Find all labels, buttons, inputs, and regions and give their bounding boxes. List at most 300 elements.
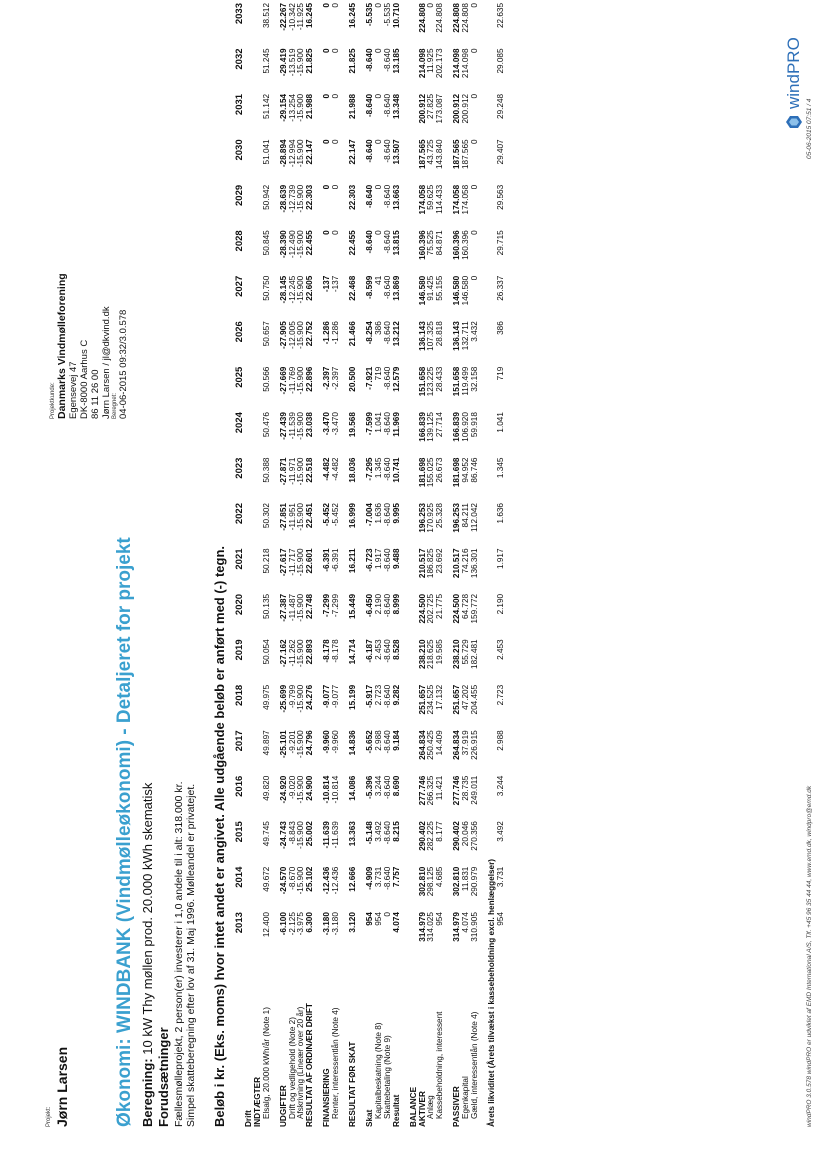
value-cell: 51.041: [261, 139, 271, 165]
value-cell: 12.666: [348, 866, 358, 892]
value-cell: 0: [322, 3, 332, 8]
value-cell: 59.918: [470, 412, 480, 438]
value-cell: 23.692: [435, 548, 445, 574]
calculation-line: [140, 783, 155, 1127]
value-cell: 146.580: [461, 275, 471, 306]
value-cell: -5.535: [382, 3, 392, 27]
value-cell: 214.098: [452, 48, 462, 79]
value-cell: 249.011: [470, 775, 480, 805]
value-cell: 23.038: [305, 412, 315, 438]
value-cell: 251.657: [417, 684, 427, 715]
value-cell: 9.488: [391, 548, 401, 569]
value-cell: -8.640: [382, 93, 392, 118]
value-cell: 22.605: [305, 275, 315, 301]
value-cell: 2.190: [373, 593, 383, 615]
value-cell: 22.455: [305, 230, 315, 256]
value-cell: 29.085: [495, 48, 505, 74]
value-cell: -15.900: [296, 730, 306, 759]
value-cell: [402, 0, 410, 45]
value-cell: 298.125: [426, 866, 436, 897]
value-cell: 214.098: [461, 48, 471, 79]
footer-date: 05-06-2015 07:51 / 4: [806, 98, 813, 159]
value-cell: [402, 909, 410, 954]
value-cell: -8.640: [382, 457, 392, 481]
windpro-logo-icon: [785, 113, 803, 131]
value-cell: -10.814: [331, 775, 341, 804]
value-cell: 3.731: [495, 866, 505, 888]
value-cell: 3.244: [373, 775, 383, 797]
value-cell: -27.905: [278, 321, 288, 349]
value-cell: 20.500: [348, 366, 358, 392]
value-cell: -8.640: [382, 821, 392, 845]
value-cell: -5.917: [364, 684, 374, 709]
value-cell: 21.988: [305, 93, 315, 119]
value-cell: -15.900: [296, 321, 306, 349]
value-cell: 59.625: [426, 184, 436, 210]
row-label: Drift og vedligehold (Note 2): [287, 1017, 297, 1119]
value-cell: 27.714: [435, 412, 445, 438]
value-cell: -1.286: [322, 321, 332, 345]
value-cell: 210.517: [452, 548, 462, 579]
value-cell: 19.568: [348, 412, 358, 438]
value-cell: -15.900: [296, 366, 306, 395]
value-cell: 13.815: [391, 230, 401, 256]
value-cell: 22.303: [305, 184, 315, 210]
value-cell: 50.388: [261, 457, 271, 483]
value-cell: 50.657: [261, 321, 271, 347]
value-cell: -27.669: [278, 366, 288, 395]
value-cell: -24.743: [278, 821, 288, 849]
value-cell: 14.086: [348, 775, 358, 801]
value-cell: 51.245: [261, 48, 271, 74]
value-cell: -15.900: [296, 230, 306, 259]
table-row: [245, 0, 254, 1127]
value-cell: 16.245: [348, 3, 358, 29]
row-label: BALANCE: [408, 1086, 418, 1127]
value-cell: 24.900: [305, 775, 315, 801]
value-cell: 9.184: [391, 730, 401, 751]
value-cell: 4.685: [435, 866, 445, 888]
value-cell: 146.580: [417, 275, 427, 306]
value-cell: 112.042: [470, 503, 480, 533]
value-cell: -6.723: [364, 548, 374, 572]
value-cell: 187.565: [461, 139, 471, 169]
value-cell: 238.210: [417, 639, 427, 669]
value-cell: -10.342: [287, 3, 297, 31]
value-cell: -10.814: [322, 775, 332, 804]
row-label: Drift: [243, 1110, 253, 1127]
value-cell: -7.295: [364, 457, 374, 481]
value-cell: -15.900: [296, 775, 306, 804]
value-cell: -27.617: [278, 548, 288, 577]
table-row: [471, 0, 480, 1127]
table-row: [497, 0, 506, 1127]
value-cell: -7.004: [364, 503, 374, 527]
value-cell: 132.711: [461, 321, 471, 351]
value-cell: 136.143: [417, 321, 427, 351]
value-cell: 277.746: [417, 775, 427, 806]
value-cell: 1.041: [373, 412, 383, 433]
value-cell: -4.482: [322, 457, 332, 481]
licensee-name: Danmarks Vindmølleforening: [56, 273, 68, 419]
value-cell: 200.912: [452, 93, 462, 124]
value-cell: 6.300: [305, 912, 315, 933]
value-cell: [402, 773, 410, 818]
row-label: Elsalg, 20.000 kWh/år (Note 1): [261, 1007, 271, 1119]
value-cell: [402, 500, 410, 545]
value-cell: 160.396: [452, 230, 462, 260]
value-cell: 282.225: [426, 821, 436, 851]
value-cell: -25.101: [278, 730, 288, 759]
assumptions-heading: Forudsætninger: [156, 1027, 171, 1127]
value-cell: 174.058: [417, 184, 427, 215]
value-cell: 181.698: [452, 457, 462, 488]
value-cell: -6.100: [278, 912, 288, 936]
value-cell: -15.900: [296, 412, 306, 440]
value-cell: -6.187: [364, 639, 374, 663]
value-cell: -8.640: [382, 639, 392, 663]
value-cell: 20.046: [461, 821, 471, 847]
value-cell: [245, 455, 254, 500]
value-cell: 187.565: [417, 139, 427, 169]
value-cell: -8.640: [382, 412, 392, 436]
windpro-logo: [784, 37, 804, 131]
value-cell: [402, 545, 410, 590]
value-cell: 12.400: [261, 912, 271, 938]
value-cell: 50.845: [261, 230, 271, 256]
value-cell: -13.254: [287, 93, 297, 122]
value-cell: 224.808: [452, 3, 462, 33]
value-cell: -11.262: [287, 639, 297, 667]
value-cell: -3.470: [331, 412, 341, 436]
value-cell: 123.225: [426, 366, 436, 397]
assumption-line: Fællesmølleprojekt, 2 person(er) investerer i 1,0 andele til i alt: 318.000 kr.: [173, 781, 185, 1127]
value-cell: 32.158: [470, 366, 480, 392]
value-cell: 3.492: [495, 821, 505, 842]
value-cell: 17.132: [435, 684, 445, 710]
value-cell: 3.731: [373, 866, 383, 888]
footer-text: windPRO 3.0.578 windPRO er udviklet af EMD International A/S, Tlf. +45 96 35 44 44, www.emd.dk, windpro@emd.dk: [806, 785, 813, 1127]
table-row: [436, 0, 445, 1127]
value-cell: [480, 455, 488, 500]
value-cell: 2.453: [495, 639, 505, 660]
value-cell: -25.699: [278, 684, 288, 713]
value-cell: -27.387: [278, 593, 288, 622]
value-cell: -11.717: [287, 548, 297, 576]
value-cell: -28.894: [278, 139, 288, 168]
value-cell: 719: [373, 366, 383, 381]
table-row: [306, 0, 315, 1127]
value-cell: [402, 591, 410, 636]
value-cell: -8.640: [364, 184, 374, 209]
value-cell: -15.900: [296, 639, 306, 668]
value-cell: [480, 182, 488, 227]
value-cell: 0: [322, 230, 332, 235]
value-cell: [402, 182, 410, 227]
value-cell: 187.565: [452, 139, 462, 169]
value-cell: 204.455: [470, 684, 480, 715]
value-cell: 13.212: [391, 321, 401, 347]
row-label: RESULTAT AF ORDINÆR DRIFT: [305, 1003, 315, 1127]
value-cell: 94.952: [461, 457, 471, 483]
value-cell: 0: [331, 184, 341, 190]
value-cell: 15.449: [348, 593, 358, 619]
value-cell: 84.211: [461, 503, 471, 528]
value-cell: [245, 227, 254, 272]
value-cell: -15.900: [296, 48, 306, 77]
row-label: INDTÆGTER: [252, 1076, 262, 1127]
value-cell: 218.625: [426, 639, 436, 669]
row-label: Skattebetaling (Note 9): [382, 1035, 392, 1119]
value-cell: -22.267: [278, 3, 288, 31]
value-cell: 181.698: [417, 457, 427, 488]
value-cell: -15.900: [296, 593, 306, 622]
value-cell: 302.810: [417, 866, 427, 897]
value-cell: 49.672: [261, 866, 271, 892]
row-label: RESULTAT FØR SKAT: [348, 1041, 358, 1127]
value-cell: 226.915: [470, 730, 480, 760]
value-cell: -27.851: [278, 503, 288, 531]
value-cell: 0: [470, 275, 480, 281]
windpro-logo-text: windPRO: [784, 37, 803, 109]
year-header: 2021: [234, 548, 245, 570]
value-cell: -7.299: [331, 593, 341, 618]
value-cell: -9.799: [287, 684, 297, 709]
value-cell: -24.920: [278, 775, 288, 804]
value-cell: 14.836: [348, 730, 358, 756]
value-cell: -8.640: [382, 48, 392, 72]
value-cell: 25.102: [305, 866, 315, 892]
year-header: 2020: [234, 593, 245, 616]
value-cell: -27.439: [278, 412, 288, 440]
value-cell: 0: [373, 93, 383, 99]
value-cell: -8.599: [364, 275, 374, 299]
year-header: 2032: [234, 48, 245, 70]
value-cell: 224.500: [452, 593, 462, 624]
calc-date: 04-06-2015 09:32/3.0.578: [118, 309, 129, 419]
value-cell: 0: [322, 93, 332, 99]
value-cell: -28.639: [278, 184, 288, 213]
table-title: Beløb i kr. (Eks. moms) hvor intet andet er angivet. Alle udgående beløb er anført med (-) tegn.: [212, 545, 227, 1127]
value-cell: [245, 500, 254, 545]
value-cell: 151.658: [452, 366, 462, 397]
value-cell: 22.748: [305, 593, 315, 619]
value-cell: -2.125: [287, 912, 297, 936]
project-caption: Projekt:: [46, 1106, 52, 1127]
value-cell: [245, 682, 254, 727]
value-cell: [402, 682, 410, 727]
value-cell: -3.180: [331, 912, 341, 936]
year-header: 2018: [234, 684, 245, 706]
value-cell: 2.723: [373, 684, 383, 706]
value-cell: [480, 545, 488, 590]
value-cell: 64.728: [461, 593, 471, 619]
row-label: Kapitalbeskatning (Note 8): [373, 1022, 383, 1119]
value-cell: -8.178: [322, 639, 332, 663]
row-label: Anlæg: [426, 1095, 436, 1119]
value-cell: [480, 727, 488, 772]
value-cell: -8.640: [382, 503, 392, 527]
value-cell: 8.528: [391, 639, 401, 660]
value-cell: -15.900: [296, 548, 306, 577]
value-cell: 170.925: [426, 503, 436, 533]
value-cell: [402, 409, 410, 454]
year-header: 2016: [234, 775, 245, 797]
value-cell: -9.077: [322, 684, 332, 709]
value-cell: -12.005: [287, 321, 297, 349]
value-cell: 14.714: [348, 639, 358, 665]
year-header: 2027: [234, 275, 245, 297]
value-cell: 10.710: [391, 3, 401, 29]
value-cell: [402, 864, 410, 909]
value-cell: [245, 909, 254, 954]
value-cell: -15.900: [296, 866, 306, 895]
value-cell: 200.912: [461, 93, 471, 124]
value-cell: 0: [470, 184, 480, 190]
value-cell: 13.363: [348, 821, 358, 847]
value-cell: 18.036: [348, 457, 358, 483]
year-header: 2022: [234, 503, 245, 525]
value-cell: 954: [435, 912, 445, 926]
value-cell: 224.500: [417, 593, 427, 624]
value-cell: 22.896: [305, 366, 315, 392]
value-cell: 22.147: [305, 139, 315, 165]
value-cell: -1.286: [331, 321, 341, 345]
value-cell: [245, 773, 254, 818]
table-header-row: [236, 0, 245, 1127]
value-cell: 84.871: [435, 230, 445, 256]
value-cell: [480, 773, 488, 818]
licensee-address-line: DK-8000 Aarhus C: [79, 339, 90, 419]
value-cell: 51.142: [261, 93, 271, 119]
calculation-text: 10 kW Thy møllen prod. 20.000 kWh skematisk: [140, 782, 155, 1055]
value-cell: [245, 636, 254, 681]
value-cell: [480, 0, 488, 45]
value-cell: [245, 864, 254, 909]
value-cell: 43.725: [426, 139, 436, 165]
table-row: [349, 0, 358, 1127]
value-cell: [480, 91, 488, 136]
value-cell: 314.979: [452, 912, 462, 942]
value-cell: [480, 636, 488, 681]
value-cell: [402, 273, 410, 318]
value-cell: 0: [322, 184, 332, 190]
value-cell: [402, 91, 410, 136]
value-cell: 38.512: [261, 3, 271, 29]
value-cell: 139.125: [426, 412, 436, 442]
value-cell: 196.253: [452, 503, 462, 533]
value-cell: 8.215: [391, 821, 401, 842]
value-cell: -9.960: [322, 730, 332, 754]
value-cell: 50.054: [261, 639, 271, 665]
value-cell: -5.396: [364, 775, 374, 799]
value-cell: 37.919: [461, 730, 471, 756]
value-cell: 19.585: [435, 639, 445, 665]
value-cell: 4.074: [461, 912, 471, 933]
value-cell: -15.900: [296, 684, 306, 713]
value-cell: 7.757: [391, 866, 401, 888]
value-cell: -15.900: [296, 275, 306, 304]
value-cell: 224.808: [461, 3, 471, 33]
value-cell: 49.897: [261, 730, 271, 756]
value-cell: -12.994: [287, 139, 297, 168]
value-cell: -11.539: [287, 412, 297, 440]
value-cell: 159.772: [470, 593, 480, 624]
value-cell: 25.002: [305, 821, 315, 847]
value-cell: -8.640: [364, 48, 374, 72]
value-cell: 224.808: [435, 3, 445, 33]
value-cell: -8.640: [364, 93, 374, 118]
project-name: Jørn Larsen: [54, 1046, 70, 1127]
row-label: FINANSIERING: [322, 1068, 332, 1127]
value-cell: 0: [470, 3, 480, 8]
value-cell: 1.636: [373, 503, 383, 524]
value-cell: [402, 455, 410, 500]
value-cell: 75.525: [426, 230, 436, 256]
value-cell: 22.601: [305, 548, 315, 574]
value-cell: 11.969: [391, 412, 401, 437]
value-cell: 22.451: [305, 503, 315, 529]
year-header: 2014: [234, 866, 245, 888]
value-cell: -12.245: [287, 275, 297, 304]
value-cell: -4.482: [331, 457, 341, 481]
value-cell: 16.999: [348, 503, 358, 529]
value-cell: [402, 136, 410, 181]
value-cell: -5.452: [331, 503, 341, 527]
value-cell: 160.396: [417, 230, 427, 260]
value-cell: 386: [373, 321, 383, 335]
value-cell: 0: [331, 3, 341, 8]
value-cell: -8.640: [382, 184, 392, 209]
value-cell: -5.535: [364, 3, 374, 27]
value-cell: [480, 318, 488, 363]
value-cell: 1.917: [495, 548, 505, 569]
value-cell: 50.302: [261, 503, 271, 529]
value-cell: -137: [322, 275, 332, 293]
year-header: 2031: [234, 93, 245, 116]
value-cell: 10.741: [391, 457, 401, 483]
value-cell: 0: [331, 93, 341, 99]
table-row: [402, 0, 410, 1127]
value-cell: -11.639: [322, 821, 332, 849]
value-cell: 11.421: [435, 775, 445, 801]
value-cell: 3.120: [348, 912, 358, 933]
value-cell: -11.639: [331, 821, 341, 849]
value-cell: [480, 500, 488, 545]
value-cell: 719: [495, 366, 505, 381]
value-cell: [245, 0, 254, 45]
value-cell: 3.432: [470, 321, 480, 342]
year-header: 2030: [234, 139, 245, 161]
value-cell: 9.282: [391, 684, 401, 706]
value-cell: [480, 818, 488, 863]
value-cell: 1.041: [495, 412, 505, 433]
value-cell: [480, 227, 488, 272]
value-cell: 74.216: [461, 548, 471, 574]
value-cell: 196.253: [417, 503, 427, 533]
value-cell: 3.492: [373, 821, 383, 842]
row-label: Afskrivning (Lineær over 20 år): [296, 1006, 306, 1119]
value-cell: 0: [373, 230, 383, 235]
row-label: PASSIVER: [452, 1086, 462, 1127]
value-cell: 160.396: [461, 230, 471, 260]
value-cell: 24.796: [305, 730, 315, 756]
value-cell: [245, 182, 254, 227]
value-cell: -8.640: [364, 139, 374, 163]
value-cell: 0: [470, 139, 480, 144]
row-label: Skat: [364, 1109, 374, 1127]
value-cell: 22.468: [348, 275, 358, 301]
